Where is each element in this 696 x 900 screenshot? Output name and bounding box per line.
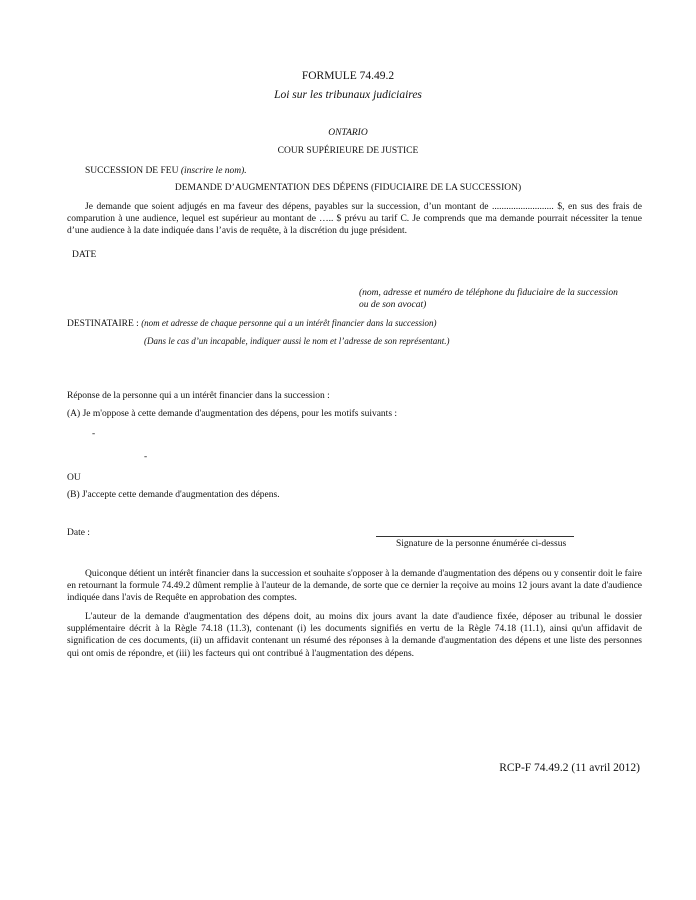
province: ONTARIO bbox=[328, 128, 368, 138]
or-label: OU bbox=[67, 473, 81, 483]
signature-line bbox=[376, 536, 574, 537]
dash-1: - bbox=[92, 429, 96, 439]
succession-hint: (inscrire le nom). bbox=[180, 166, 247, 176]
signature-date-label: Date : bbox=[67, 528, 90, 538]
succession-line bbox=[85, 166, 247, 176]
form-footer: RCP-F 74.49.2 (11 avril 2012) bbox=[499, 762, 640, 774]
recipient-label: DESTINATAIRE : bbox=[67, 319, 139, 329]
court-name: COUR SUPÉRIEURE DE JUSTICE bbox=[277, 146, 419, 156]
trustee-hint bbox=[359, 287, 618, 311]
recipient-line bbox=[67, 318, 437, 329]
incapable-hint: (Dans le cas d’un incapable, indiquer aussi le nom et l’adresse de son représentant.) bbox=[144, 336, 450, 346]
notice-paragraph-2: L'auteur de la demande d'augmentation des dépens doit, au moins dix jours avant la date d'audience fixée, déposer au tribunal le dossier supplémentaire décrit à la Règle 74.18 (11.3), contenant (i) les documents signifiés en vertu de la Règle 74.18 (11.1), ainsi qu'un affidavit de signification de ces documents, (ii) un affidavit contenant un résumé des réponses à la demande d'augmentation des dépens et une liste des personnes qui ont omis de répondre, et (iii) les facteurs qui ont contribué à l'augmentation des dépens. bbox=[67, 612, 642, 659]
recipient-hint: (nom et adresse de chaque personne qui a un intérêt financier dans la succession) bbox=[141, 318, 437, 328]
succession-label: SUCCESSION DE FEU bbox=[85, 166, 179, 176]
form-number: FORMULE 74.49.2 bbox=[301, 70, 395, 82]
date-label: DATE bbox=[72, 250, 97, 260]
trustee-hint-line-2: ou de son avocat) bbox=[359, 300, 427, 310]
act-title: Loi sur les tribunaux judiciaires bbox=[274, 89, 422, 101]
dash-2: - bbox=[144, 452, 148, 462]
request-paragraph: Je demande que soient adjugés en ma faveur des dépens, payables sur la succession, d’un montant de .......................... $, en sus des frais de comparution à une audience, lequel est supérieur au montant de ….. $ prévu au tarif C. Je comprends que ma demande pourrait nécessiter la tenue d’une audience à la date indiquée dans l’avis de requête, à la discrétion du juge président. bbox=[67, 202, 642, 237]
signature-caption: Signature de la personne énumérée ci-dessus bbox=[396, 539, 567, 549]
option-b: (B) J'accepte cette demande d'augmentation des dépens. bbox=[67, 490, 280, 500]
document-title: DEMANDE D’AUGMENTATION DES DÉPENS (FIDUCIAIRE DE LA SUCCESSION) bbox=[174, 183, 522, 193]
response-intro: Réponse de la personne qui a un intérêt financier dans la succession : bbox=[67, 391, 330, 401]
notice-paragraph-1: Quiconque détient un intérêt financier dans la succession et souhaite s'opposer à la demande d'augmentation des dépens ou y consentir doit le faire en retournant la formule 74.49.2 dûment remplie à l'auteur de la demande, de sorte que ce dernier la reçoive au moins 12 jours avant la date d'audience indiquée dans l'avis de Requête en approbation des comptes. bbox=[67, 569, 642, 604]
trustee-hint-line-1: (nom, adresse et numéro de téléphone du fiduciaire de la succession bbox=[359, 288, 618, 298]
option-a: (A) Je m'oppose à cette demande d'augmentation des dépens, pour les motifs suivants : bbox=[67, 409, 398, 419]
